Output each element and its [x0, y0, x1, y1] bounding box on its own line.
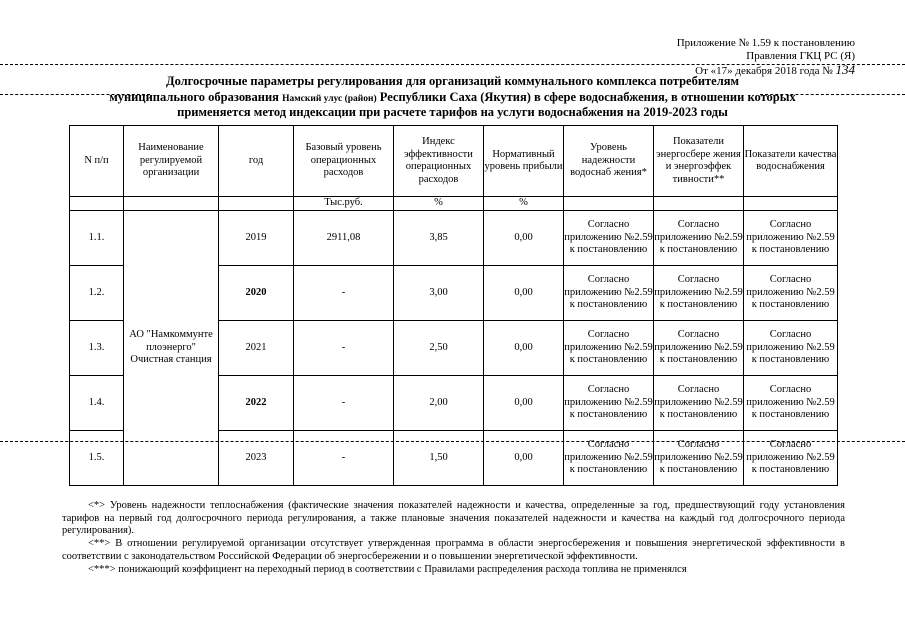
footnote-1	[62, 500, 845, 538]
row-num: 1.2.	[70, 266, 124, 321]
row-year: 2022	[219, 376, 294, 431]
row-year: 2021	[219, 321, 294, 376]
row-year: 2020	[219, 266, 294, 321]
title-line2-a: муниципального образования	[109, 90, 279, 104]
unit-cell	[70, 197, 124, 211]
handwritten-number: 134	[835, 62, 855, 77]
table-header-row	[70, 126, 838, 197]
row-base: -	[294, 321, 394, 376]
title-municipality: Намский улус (район)	[282, 94, 377, 104]
organization-cell	[124, 211, 219, 486]
row-index: 3,00	[394, 266, 484, 321]
row-reliability: Согласно приложению №2.59 к постановлению	[564, 266, 654, 321]
header-quality: Показатели качества водоснабжения	[744, 126, 838, 197]
row-base: -	[294, 266, 394, 321]
row-reliability: Согласно приложению №2.59 к постановлению	[564, 431, 654, 486]
row-quality: Согласно приложению №2.59 к постановлению	[744, 266, 838, 321]
header-num: N п/п	[70, 126, 124, 197]
row-reliability: Согласно приложению №2.59 к постановлению	[564, 376, 654, 431]
header-line1: Приложение № 1.59 к постановлению	[676, 37, 855, 49]
row-profit: 0,00	[484, 376, 564, 431]
unit-cell	[654, 197, 744, 211]
row-num: 1.4.	[70, 376, 124, 431]
row-index: 2,50	[394, 321, 484, 376]
row-profit: 0,00	[484, 211, 564, 266]
footnote-3	[62, 564, 845, 577]
unit-cell: %	[394, 197, 484, 211]
row-index: 2,00	[394, 376, 484, 431]
row-year: 2019	[219, 211, 294, 266]
organization-name: АО "Намкоммунте плоэнерго" Очистная станция	[129, 329, 213, 366]
header-efficiency-index: Индекс эффективности операционных расходов	[394, 126, 484, 197]
header-energy: Показатели энергосбере жения и энергоэффек тивности**	[654, 126, 744, 197]
unit-cell	[219, 197, 294, 211]
header-base-costs: Базовый уровень операционных расходов	[294, 126, 394, 197]
row-num: 1.3.	[70, 321, 124, 376]
row-reliability: Согласно приложению №2.59 к постановлению	[564, 321, 654, 376]
row-quality: Согласно приложению №2.59 к постановлению	[744, 211, 838, 266]
footnote-1-text: <*> Уровень надежности теплоснабжения (фактические значения показателей надежности и качества, определенные за год, предшествующий году установления тарифов на первый год долгосрочного периода регулирования, а также плановые значения показателей надежности и качества на каждый год долгосрочного периода регулирования).	[62, 500, 845, 537]
table-units-row	[70, 197, 838, 211]
unit-cell	[744, 197, 838, 211]
parameters-table	[69, 125, 838, 486]
header-reliability: Уровень надежности водоснаб жения*	[564, 126, 654, 197]
row-quality: Согласно приложению №2.59 к постановлению	[744, 321, 838, 376]
header-profit: Нормативный уровень прибыли	[484, 126, 564, 197]
row-reliability: Согласно приложению №2.59 к постановлению	[564, 211, 654, 266]
row-base: -	[294, 431, 394, 486]
row-profit: 0,00	[484, 321, 564, 376]
row-energy: Согласно приложению №2.59 к постановлению	[654, 431, 744, 486]
title-line2-b: Республики Саха (Якутия) в сфере водоснабжения, в отношении которых	[379, 90, 796, 104]
title-line1: Долгосрочные параметры регулирования для организаций коммунального комплекса потребителям	[165, 74, 740, 88]
row-energy: Согласно приложению №2.59 к постановлению	[654, 321, 744, 376]
footnote-2-text: <**> В отношении регулируемой организации отсутствует утвержденная программа в области энергосбережения и повышения энергетической эффективности в соответствии с законодательством Российской Федерации об энергосбережении и о повышении энергетической эффективности.	[62, 538, 845, 562]
row-profit: 0,00	[484, 266, 564, 321]
unit-cell	[124, 197, 219, 211]
title-line3: применяется метод индексации при расчете тарифов на услуги водоснабжения на 2019-2023 годы	[177, 105, 728, 119]
unit-cell: %	[484, 197, 564, 211]
row-quality: Согласно приложению №2.59 к постановлению	[744, 431, 838, 486]
row-energy: Согласно приложению №2.59 к постановлению	[654, 211, 744, 266]
header-line2: Правления ГКЦ РС (Я)	[746, 50, 855, 62]
row-year: 2023	[219, 431, 294, 486]
header-year: год	[219, 126, 294, 197]
row-index: 3,85	[394, 211, 484, 266]
row-energy: Согласно приложению №2.59 к постановлению	[654, 266, 744, 321]
row-base: 2911,08	[294, 211, 394, 266]
row-num: 1.1.	[70, 211, 124, 266]
row-index: 1,50	[394, 431, 484, 486]
row-base: -	[294, 376, 394, 431]
table-row	[70, 211, 838, 266]
footnote-2	[62, 538, 845, 563]
row-quality: Согласно приложению №2.59 к постановлению	[744, 376, 838, 431]
header-organization: Наименование регулируемой организации	[124, 126, 219, 197]
unit-cell	[564, 197, 654, 211]
footnote-3-text: <***> понижающий коэффициент на переходный период в соответствии с Правилами распределения расхода топлива не применялся	[88, 564, 687, 575]
unit-cell: Тыс.руб.	[294, 197, 394, 211]
row-energy: Согласно приложению №2.59 к постановлению	[654, 376, 744, 431]
header-date-text: От «17» декабря 2018 года №	[695, 65, 833, 77]
row-num: 1.5.	[70, 431, 124, 486]
row-profit: 0,00	[484, 431, 564, 486]
